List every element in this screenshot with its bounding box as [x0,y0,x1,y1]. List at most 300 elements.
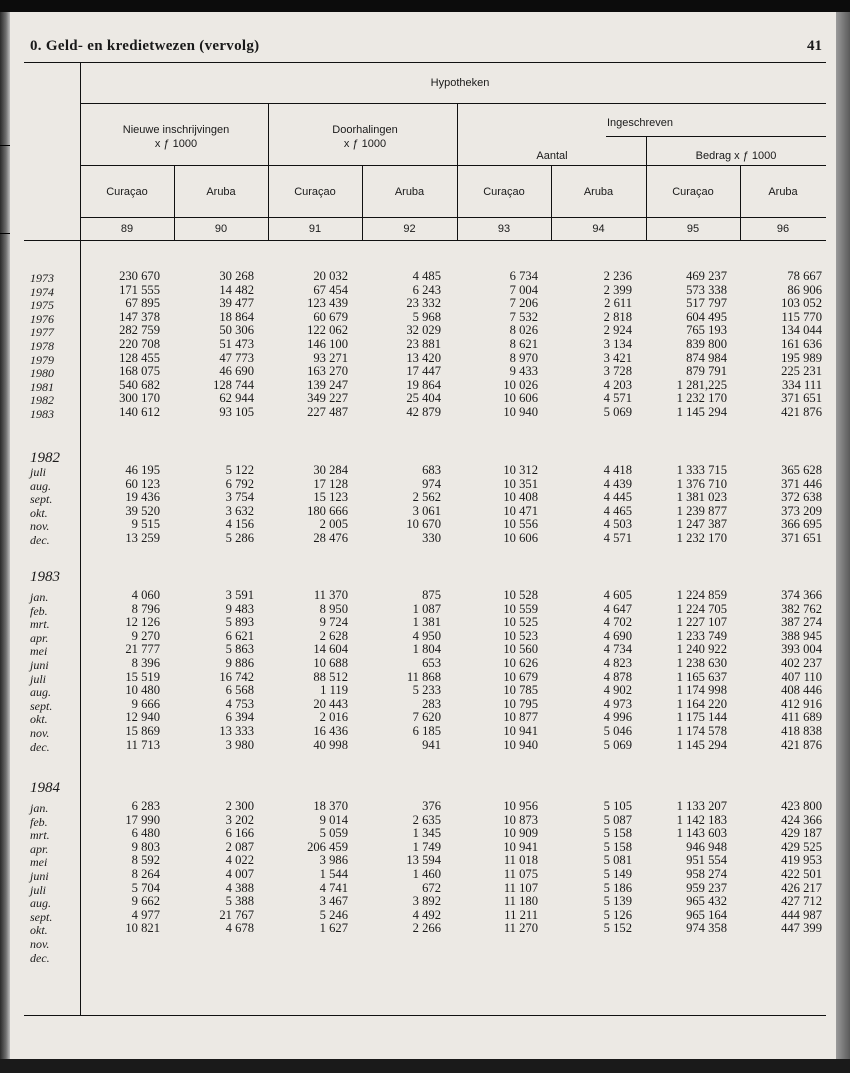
table-cell: 6 792 [225,476,254,491]
table-cell: 10 480 [125,683,160,698]
table-cell: 5 046 [603,724,632,738]
table-cell: 10 471 [503,503,538,518]
table-cell: 4 950 [412,628,441,643]
table-cell: 388 945 [781,628,822,643]
table-cell: 39 520 [125,503,160,518]
table-cell: 3 134 [603,337,632,351]
table-cell: 17 990 [125,812,160,827]
table-cell: 11 180 [503,894,538,909]
table-bottom-rule [24,1015,826,1016]
table-cell: 444 987 [781,907,822,922]
header-amount: Bedrag x ƒ 1000 [695,150,777,162]
scan-top-border [0,0,850,12]
table-cell: 78 667 [787,269,822,283]
table-cell: 959 237 [686,880,727,895]
table-cell: 300 170 [119,391,160,406]
table-cell: 9 886 [225,656,254,670]
table-cell: 62 944 [219,391,254,406]
stub-divider [80,62,81,1015]
table-cell: 14 482 [219,282,254,297]
table-cell: 123 439 [307,296,348,311]
table-cell: 4 203 [603,377,632,392]
table-cell: 422 501 [781,867,822,881]
column-number: 91 [308,223,322,235]
table-cell: 4 439 [603,476,632,491]
table-cell: 21 767 [219,907,254,922]
table-cell: 1 239 877 [676,503,727,518]
table-cell: 1 165 637 [676,669,727,684]
table-cell: 10 408 [503,490,538,505]
table-cell: 4 702 [603,615,632,630]
row-label: mrt. [30,828,50,843]
table-cell: 32 029 [406,323,441,338]
table-cell: 12 126 [125,615,160,630]
row-label: juli [30,465,47,479]
table-cell: 42 879 [406,405,441,419]
table-cell: 5 233 [412,683,441,698]
table-cell: 5 388 [225,894,254,909]
table-cell: 10 941 [503,724,538,738]
table-cell: 9 724 [319,615,348,630]
table-cell: 4 741 [319,880,348,895]
table-cell: 4 503 [603,517,632,532]
table-cell: 1 142 183 [676,812,727,827]
table-cell: 604 495 [686,309,727,324]
table-cell: 424 366 [781,812,822,827]
table-cell: 965 432 [686,894,727,909]
table-cell: 3 061 [412,503,441,518]
table-cell: 17 128 [313,476,348,491]
table-cell: 161 636 [781,337,822,351]
table-cell: 3 754 [225,490,254,505]
table-cell: 402 237 [781,656,822,670]
row-label: sept. [30,492,53,507]
table-cell: 93 271 [313,350,348,365]
table-cell: 429 525 [781,839,822,854]
table-cell: 5 286 [225,531,254,545]
table-cell: 4 007 [225,867,254,881]
table-cell: 282 759 [119,323,160,338]
table-cell: 1 143 603 [676,826,727,841]
row-label: feb. [30,603,48,618]
table-cell: 46 195 [125,463,160,477]
table-cell: 10 688 [313,656,348,670]
table-cell: 4 571 [603,531,632,545]
column-name: Curaçao [672,186,714,198]
table-cell: 373 209 [781,503,822,518]
header-divider [457,103,458,240]
table-cell: 9 666 [131,696,160,711]
table-cell: 10 909 [503,826,538,841]
table-cell: 17 447 [406,364,441,379]
table-cell: 9 014 [319,812,348,827]
table-cell: 122 062 [307,323,348,338]
row-label: nov. [30,519,50,534]
table-cell: 39 477 [219,296,254,311]
table-cell: 366 695 [781,517,822,532]
table-cell: 421 876 [781,737,822,752]
table-cell: 1 227 107 [676,615,727,630]
table-cell: 540 682 [119,377,160,392]
column-name: Aruba [583,186,614,198]
table-cell: 427 712 [781,894,822,909]
table-cell: 2 562 [412,490,441,505]
page-number: 41 [807,38,822,54]
row-label: aug. [30,478,51,493]
table-cell: 18 370 [313,799,348,813]
table-cell: 372 638 [781,490,822,505]
table-cell: 7 206 [509,296,538,311]
table-cell: 10 940 [503,737,538,752]
table-cell: 965 164 [686,907,727,922]
table-cell: 180 666 [307,503,348,518]
table-cell: 5 069 [603,737,632,752]
header-divider [268,103,269,240]
row-label: 1981 [30,379,54,394]
page-heading: 0. Geld- en kredietwezen (vervolg) [30,38,260,54]
table-cell: 4 492 [412,907,441,922]
table-cell: 429 187 [781,826,822,841]
column-number: 96 [776,223,790,235]
table-cell: 1 627 [319,921,348,936]
table-cell: 134 044 [781,323,822,338]
table-cell: 206 459 [307,839,348,854]
table-cell: 14 604 [313,642,348,657]
table-cell: 4 678 [225,921,254,936]
table-cell: 423 800 [781,799,822,813]
table-cell: 10 940 [503,405,538,419]
table-cell: 1 119 [320,683,348,698]
table-cell: 25 404 [406,391,441,406]
table-cell: 330 [422,531,441,545]
column-number: 94 [592,223,605,235]
table-cell: 1 381 023 [676,490,727,505]
row-label: mei [30,855,48,870]
table-cell: 4 605 [603,588,632,602]
table-cell: 15 123 [313,490,348,505]
table-cell: 1 224 705 [676,601,727,616]
row-label: okt. [30,505,48,520]
table-cell: 573 338 [686,282,727,297]
table-cell: 5 069 [603,405,632,419]
table-cell: 1 544 [319,867,348,881]
table-cell: 11 018 [503,853,538,868]
table-cell: 4 445 [603,490,632,505]
row-label: aug. [30,685,51,700]
table-cell: 946 948 [686,839,727,854]
table-cell: 1 145 294 [676,405,727,419]
table-cell: 9 515 [131,517,160,532]
table-cell: 411 689 [781,710,822,725]
table-cell: 8 026 [509,323,538,338]
table-cell: 4 156 [225,517,254,532]
table-cell: 11 270 [503,921,538,936]
table-cell: 517 797 [686,296,727,311]
table-cell: 10 956 [503,799,538,813]
table-cell: 3 421 [603,350,632,365]
table-cell: 418 838 [781,724,822,738]
table-cell: 5 087 [603,812,632,827]
table-cell: 10 351 [503,476,538,491]
table-cell: 1 087 [412,601,441,616]
table-cell: 2 924 [603,323,632,338]
table-cell: 5 081 [603,853,632,868]
row-label: 1979 [30,352,54,367]
table-cell: 412 916 [781,696,822,711]
table-cell: 19 436 [125,490,160,505]
header-hypotheken: Hypotheken [430,77,490,89]
table-cell: 227 487 [307,405,348,419]
column-name: Aruba [394,186,425,198]
table-cell: 7 532 [509,309,538,324]
table-cell: 765 193 [686,323,727,338]
table-cell: 2 611 [604,296,632,311]
table-cell: 4 465 [603,503,632,518]
table-cell: 171 555 [119,282,160,297]
header-rule [606,136,826,137]
header-rule [80,165,826,166]
table-cell: 1 145 294 [676,737,727,752]
table-cell: 18 864 [219,309,254,324]
table-cell: 3 986 [319,853,348,868]
table-cell: 225 231 [781,364,822,379]
table-cell: 16 436 [313,724,348,738]
table-cell: 2 016 [319,710,348,725]
table-cell: 9 803 [131,839,160,854]
table-cell: 10 559 [503,601,538,616]
table-cell: 3 892 [412,894,441,909]
table-cell: 371 446 [781,476,822,491]
table-cell: 93 105 [219,405,254,419]
table-cell: 10 560 [503,642,538,657]
table-cell: 1 460 [412,867,441,881]
section-year-title: 1984 [30,780,60,796]
table-cell: 371 651 [781,391,822,406]
table-cell: 230 670 [119,269,160,283]
table-cell: 2 300 [225,799,254,813]
table-cell: 6 621 [225,628,254,643]
table-cell: 387 274 [781,615,822,630]
table-cell: 19 864 [406,377,441,392]
table-cell: 5 158 [603,839,632,854]
table-cell: 4 823 [603,656,632,670]
table-cell: 4 647 [603,601,632,616]
table-cell: 11 713 [125,737,160,752]
table-cell: 382 762 [781,601,822,616]
table-cell: 47 773 [219,350,254,365]
table-cell: 60 123 [125,476,160,491]
table-cell: 20 032 [313,269,348,283]
row-label: dec. [30,739,50,754]
table-cell: 15 519 [125,669,160,684]
row-label: 1983 [30,407,54,421]
table-cell: 974 358 [686,921,727,936]
table-cell: 5 139 [603,894,632,909]
table-cell: 9 270 [131,628,160,643]
table-cell: 421 876 [781,405,822,419]
table-cell: 11 370 [313,588,348,602]
column-name: Curaçao [294,186,336,198]
table-cell: 371 651 [781,531,822,545]
table-cell: 4 902 [603,683,632,698]
table-cell: 46 690 [219,364,254,379]
table-cell: 672 [422,880,441,895]
table-cell: 4 973 [603,696,632,711]
table-cell: 220 708 [119,337,160,351]
table-cell: 147 378 [119,309,160,324]
table-cell: 1 164 220 [676,696,727,711]
row-label: jan. [30,801,49,815]
column-name: Aruba [768,186,798,198]
table-cell: 1 232 170 [676,391,727,406]
table-cell: 5 863 [225,642,254,657]
table-cell: 426 217 [781,880,822,895]
table-cell: 419 953 [781,853,822,868]
table-cell: 195 989 [781,350,822,365]
table-cell: 10 523 [503,628,538,643]
table-cell: 2 635 [412,812,441,827]
column-number: 89 [120,223,134,235]
table-cell: 1 381 [412,615,441,630]
table-cell: 683 [422,463,441,477]
table-cell: 168 075 [119,364,160,379]
row-label: okt. [30,923,48,938]
table-cell: 3 202 [225,812,254,827]
table-cell: 10 941 [503,839,538,854]
table-cell: 23 332 [406,296,441,311]
table-cell: 974 [422,476,441,491]
table-cell: 875 [422,588,441,602]
table-cell: 1 333 715 [676,463,727,477]
table-cell: 13 420 [406,350,441,365]
table-cell: 13 594 [406,853,441,868]
book-spine-shadow [0,12,10,1073]
table-cell: 1 175 144 [676,710,727,725]
table-cell: 13 333 [219,724,254,738]
column-number: 92 [403,223,416,235]
table-cell: 4 571 [603,391,632,406]
table-cell: 4 878 [603,669,632,684]
table-cell: 447 399 [781,921,822,936]
table-cell: 60 679 [313,309,348,324]
header-rule [80,103,826,104]
table-cell: 10 528 [503,588,538,602]
table-cell: 10 679 [503,669,538,684]
table-cell: 88 512 [313,669,348,684]
table-cell: 365 628 [781,463,822,477]
table-cell: 10 785 [503,683,538,698]
table-cell: 2 399 [603,282,632,297]
table-cell: 5 152 [603,921,632,936]
table-cell: 1 174 578 [676,724,727,738]
row-label: 1980 [30,366,54,381]
table-cell: 1 281,225 [676,377,727,392]
table-cell: 10 877 [503,710,538,725]
table-cell: 10 606 [503,531,538,545]
row-label: juli [30,882,47,897]
table-cell: 1 232 170 [676,531,727,545]
table-cell: 10 795 [503,696,538,711]
table-cell: 4 485 [412,269,441,283]
table-cell: 2 236 [603,269,632,283]
header-rule [80,217,826,218]
table-cell: 334 111 [782,377,822,392]
table-cell: 3 591 [225,588,254,602]
table-cell: 15 869 [125,724,160,738]
row-label: juli [30,671,47,686]
column-name: Aruba [206,186,236,198]
table-cell: 4 690 [603,628,632,643]
table-cell: 20 443 [313,696,348,711]
table-cell: 12 940 [125,710,160,725]
header-count: Aantal [536,150,568,162]
table-cell: 469 237 [686,269,727,283]
table-cell: 8 950 [319,601,348,616]
table-cell: 9 662 [131,894,160,909]
table-cell: 10 606 [503,391,538,406]
table-cell: 6 166 [225,826,254,841]
table-cell: 40 998 [313,737,348,752]
table-cell: 10 556 [503,517,538,532]
row-label: feb. [30,814,48,829]
column-name: Curaçao [106,186,148,198]
table-cell: 11 075 [503,867,538,881]
table-cell: 5 246 [319,907,348,922]
table-cell: 1 224 859 [676,588,727,602]
row-label: sept. [30,909,53,924]
table-cell: 8 592 [131,853,160,868]
row-label: 1982 [30,393,54,408]
table-cell: 4 388 [225,880,254,895]
row-label: 1976 [30,311,54,326]
table-cell: 4 753 [225,696,254,711]
table-cell: 283 [422,696,441,711]
table-cell: 7 620 [412,710,441,725]
column-name: Curaçao [483,186,525,198]
table-cell: 5 893 [225,615,254,630]
table-cell: 51 473 [219,337,254,351]
table-cell: 393 004 [781,642,822,657]
table-cell: 23 881 [406,337,441,351]
header-cancellations: Doorhalingen x ƒ 1000 [332,124,398,150]
table-cell: 941 [422,737,441,752]
table-cell: 1 233 749 [676,628,727,643]
table-cell: 1 133 207 [676,799,727,813]
table-cell: 10 670 [406,517,441,532]
header-new-registrations: Nieuwe inschrijvingen x ƒ 1000 [122,124,230,150]
table-cell: 3 980 [225,737,254,752]
table-cell: 13 259 [125,531,160,545]
table-cell: 8 264 [131,867,160,881]
row-label: apr. [30,841,49,856]
table-cell: 407 110 [781,669,822,684]
table-cell: 408 446 [781,683,822,698]
table-cell: 6 394 [225,710,254,725]
table-cell: 9 433 [509,364,538,379]
table-cell: 2 628 [319,628,348,643]
table-cell: 2 087 [225,839,254,854]
table-top-rule [24,62,826,63]
table-cell: 4 418 [603,463,632,477]
table-cell: 8 396 [131,656,160,670]
row-label: mrt. [30,617,50,632]
section-year-title: 1982 [30,450,60,466]
row-label: sept. [30,698,53,713]
row-label: mei [30,644,48,659]
table-cell: 6 480 [131,826,160,841]
row-label: juni [30,869,49,883]
column-number: 95 [686,223,700,235]
